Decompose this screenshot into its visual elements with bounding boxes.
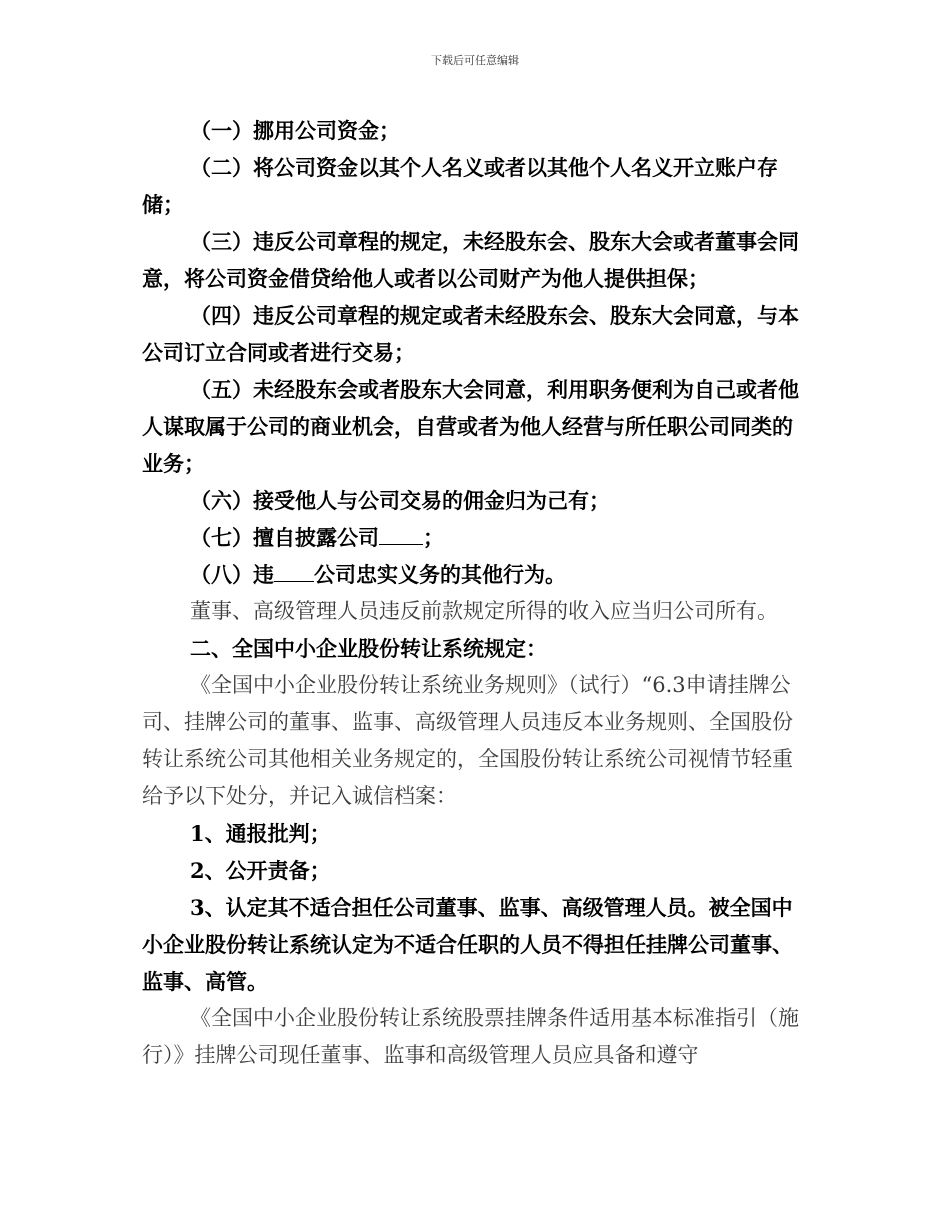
clause-8 [142, 556, 812, 593]
blank-line [379, 526, 423, 545]
clause-7 [142, 519, 812, 556]
clause-6: （六）接受他人与公司交易的佣金归为己有； [190, 488, 610, 513]
clause-8-end: 公司忠实义务的其他行为。 [314, 562, 566, 587]
clause-5: （五）未经股东会或者股东大会同意，利用职务便利为自己或者他人谋取属于公司的商业机会，自营或者为他人经营与所任职公司同类的业务； [142, 377, 799, 476]
penalty-2: 2、公开责备； [190, 858, 331, 883]
page-header: 下载后可任意编辑 [431, 54, 519, 67]
document-body [142, 112, 812, 1074]
clause-1: （一）挪用公司资金； [190, 118, 400, 143]
penalty-3: 3、认定其不适合担任公司董事、监事、高级管理人员。被全国中小企业股份转让系统认定为不适合任职的人员不得担任挂牌公司董事、监事、高管。 [142, 895, 793, 994]
clause-3: （三）违反公司章程的规定，未经股东会、股东大会或者董事会同意，将公司资金借贷给他人或者以公司财产为他人提供担保； [142, 229, 799, 291]
clause-2: （二）将公司资金以其个人名义或者以其他个人名义开立账户存储； [142, 155, 778, 217]
blank-line [274, 563, 314, 582]
section-heading-2: 二、全国中小企业股份转让系统规定： [190, 636, 547, 661]
rules-quote: 《全国中小企业股份转让系统业务规则》（试行）“6.3申请挂牌公司、挂牌公司的董事、监事、高级管理人员违反本业务规则、全国股份转让系统公司其他相关业务规定的，全国股份转让系统公司视情节轻重给予以下处分，并记入诚信档案： [142, 673, 793, 808]
penalty-1: 1、通报批判； [190, 821, 331, 846]
clause-7-text: （七）擅自披露公司 [190, 525, 379, 550]
income-note: 董事、高级管理人员违反前款规定所得的收入应当归公司所有。 [190, 599, 778, 623]
clause-8-text: （八）违 [190, 562, 274, 587]
guideline-quote: 《全国中小企业股份转让系统股票挂牌条件适用基本标准指引（施行）》挂牌公司现任董事、监事和高级管理人员应具备和遵守 [142, 1006, 799, 1067]
clause-4: （四）违反公司章程的规定或者未经股东会、股东大会同意，与本公司订立合同或者进行交易； [142, 303, 799, 365]
clause-7-end: ； [423, 525, 444, 550]
